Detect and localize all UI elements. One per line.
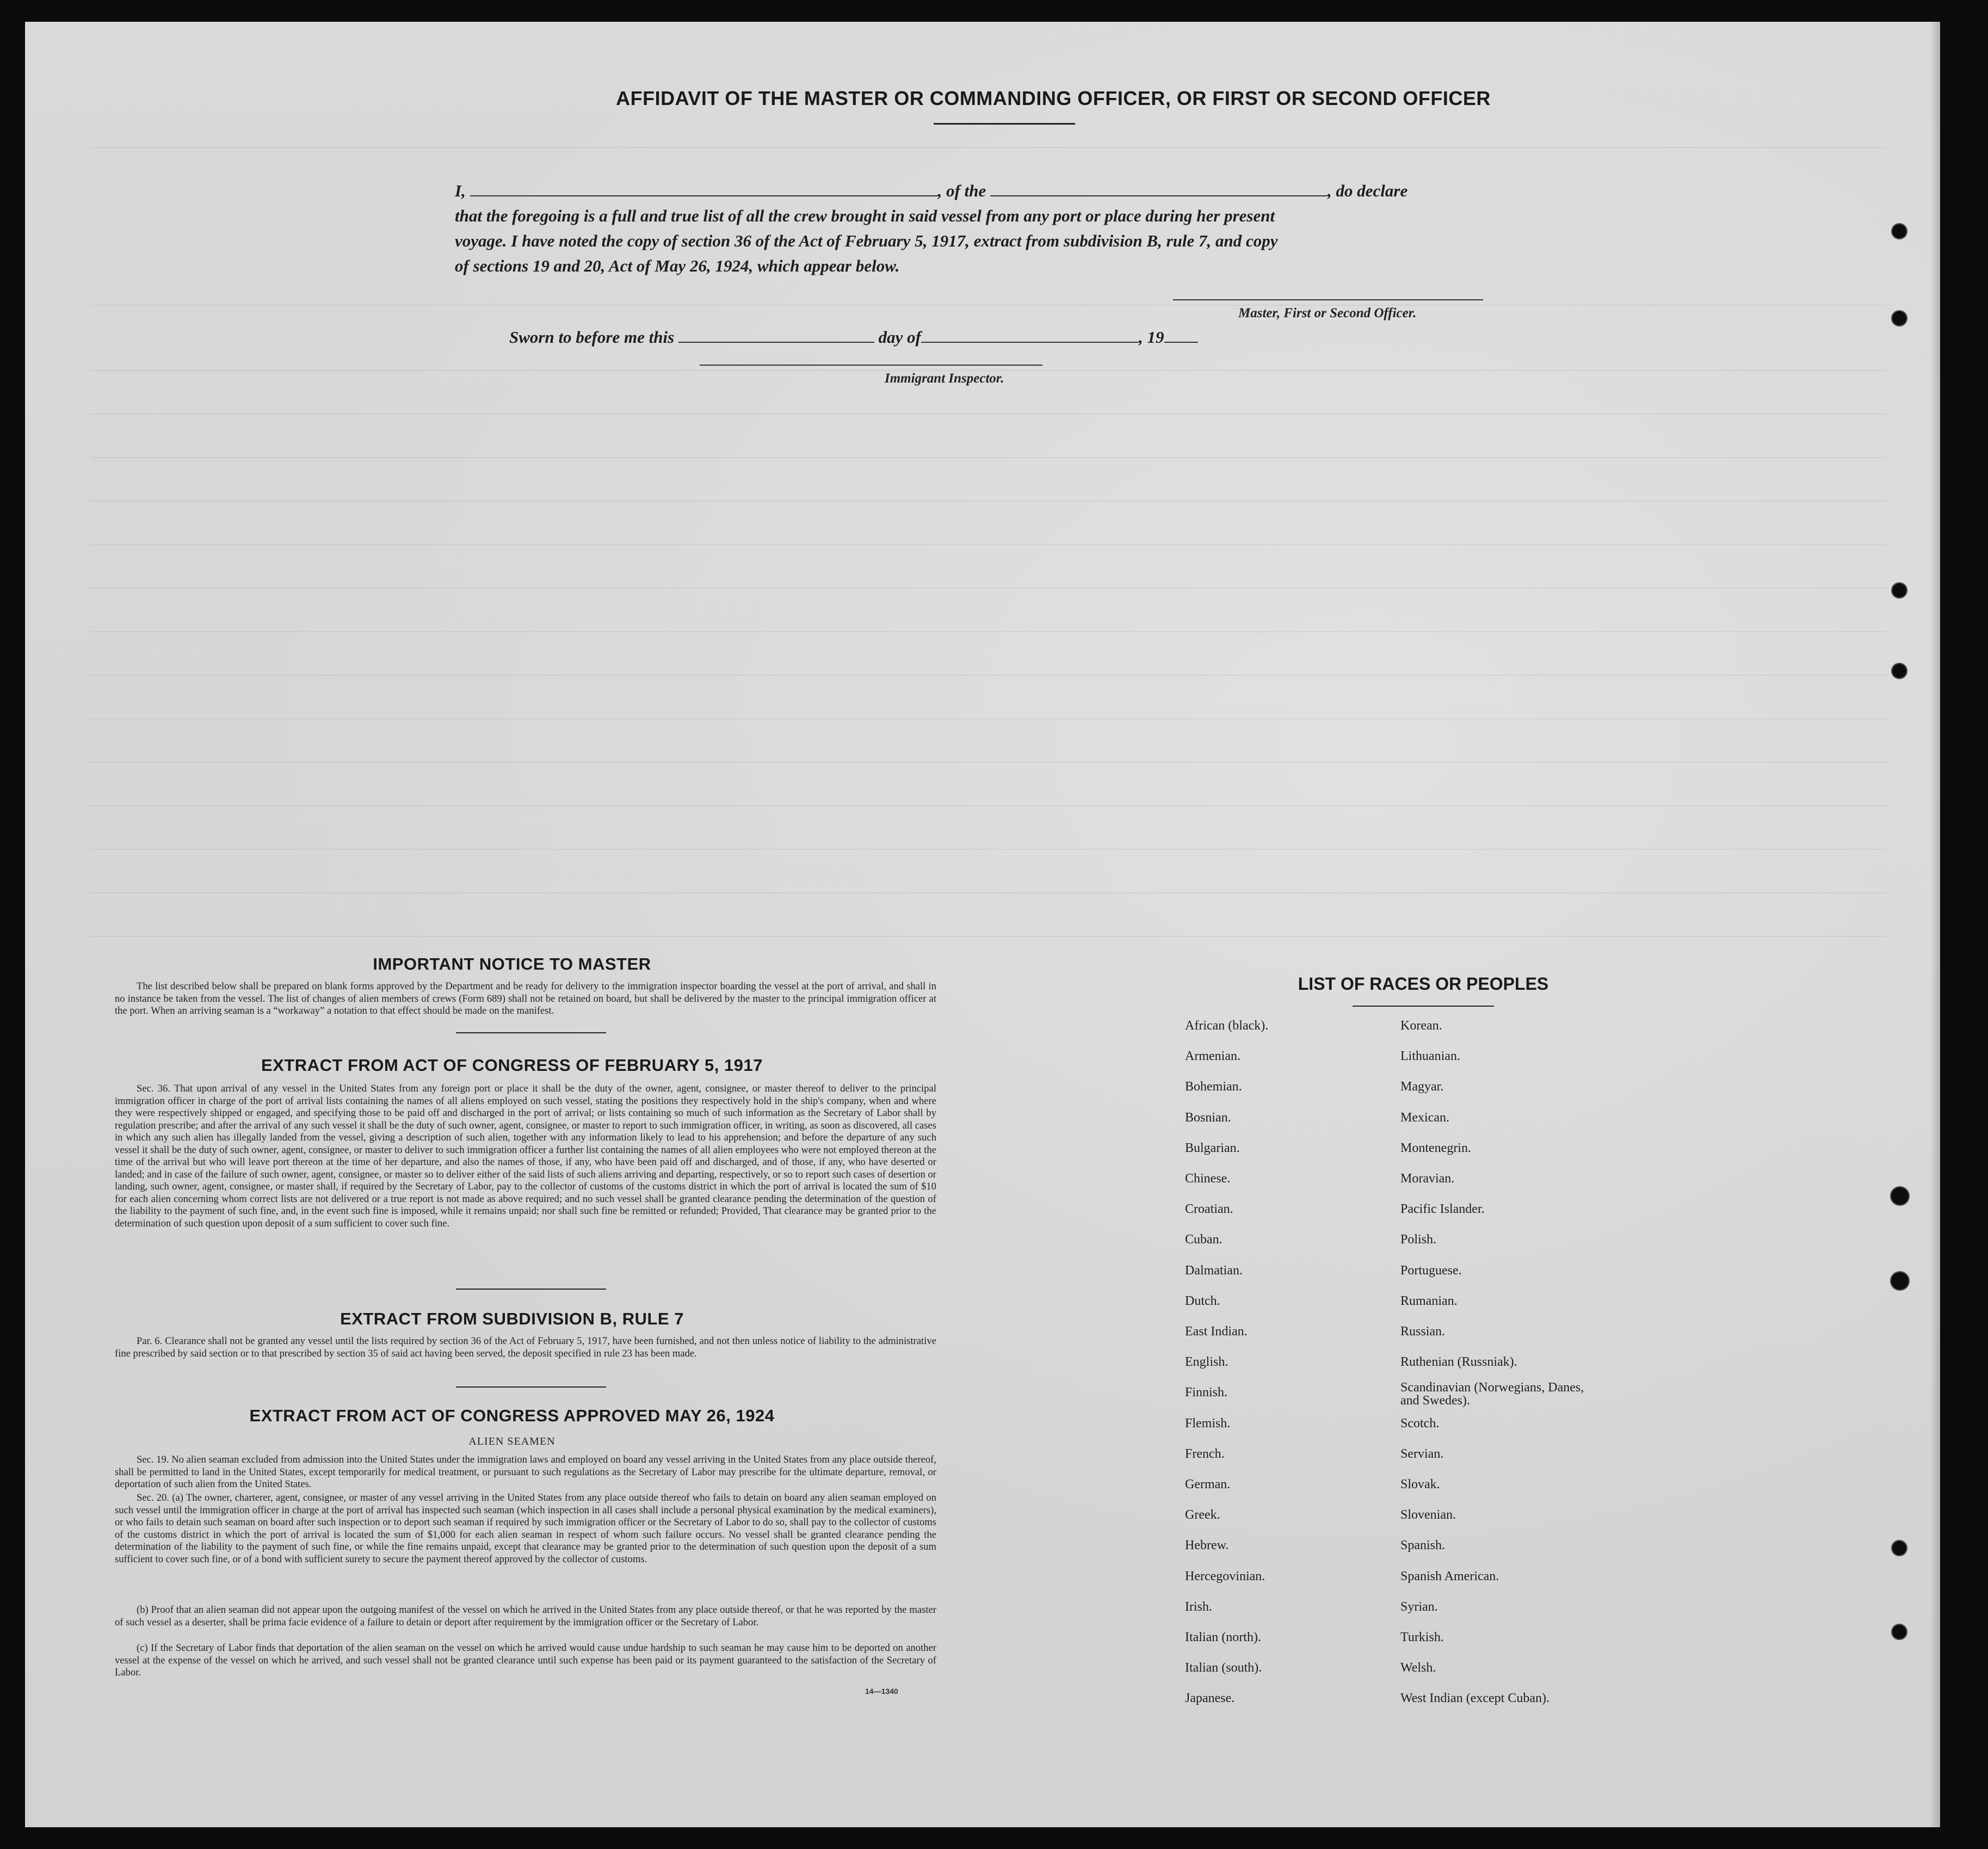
race-item: Cuban. — [1185, 1232, 1223, 1247]
bleed-through-line — [90, 457, 1886, 458]
do-declare-label: , do declare — [1328, 181, 1408, 200]
rule7-text: Par. 6. Clearance shall not be granted any vessel until the lists required by section 36 of the Act of February 5, 1917, have been furnished, and not then unless notice of liability to the administrative fine prescribed by said section or to that prescribed by section 35 of said act having been served, the deposit specified in rule 23 has been made. — [115, 1335, 936, 1359]
bleed-through-line — [90, 631, 1886, 632]
vessel-name-blank[interactable] — [990, 194, 1328, 196]
race-item: Servian. — [1400, 1446, 1444, 1461]
race-item: Bohemian. — [1185, 1080, 1242, 1094]
officer-name-blank[interactable] — [470, 194, 938, 196]
affidavit-declaration — [455, 178, 1565, 279]
sworn-label: Sworn to before me this — [509, 328, 675, 347]
race-item: Spanish. — [1400, 1538, 1446, 1553]
page-edge-shadow — [1930, 22, 1940, 1827]
form-number: 14—1340 — [865, 1687, 898, 1696]
punch-hole — [1890, 1271, 1910, 1291]
race-item: Dalmatian. — [1185, 1263, 1243, 1278]
sworn-day-blank[interactable] — [678, 341, 874, 343]
race-item: Rumanian. — [1400, 1293, 1458, 1308]
race-item: Armenian. — [1185, 1049, 1240, 1064]
punch-hole — [1891, 310, 1907, 326]
race-item: Mexican. — [1400, 1110, 1449, 1125]
extract-1917-title: EXTRACT FROM ACT OF CONGRESS OF FEBRUARY 5, 1917 — [261, 1056, 763, 1075]
race-item: Moravian. — [1400, 1172, 1455, 1186]
bleed-through-line — [90, 892, 1886, 893]
declaration-line-2: that the foregoing is a full and true list of all the crew brought in said vessel from any port or place during her present — [455, 206, 1275, 225]
race-item: Polish. — [1400, 1232, 1437, 1247]
punch-hole — [1891, 1540, 1907, 1556]
bleed-through-line — [90, 718, 1886, 719]
race-item: Ruthenian (Russniak). — [1400, 1355, 1517, 1370]
race-item: Syrian. — [1400, 1599, 1438, 1614]
master-signature-label: Master, First or Second Officer. — [1238, 306, 1417, 321]
bleed-through-line — [90, 762, 1886, 763]
race-item: Croatian. — [1185, 1202, 1233, 1217]
race-item: Korean. — [1400, 1019, 1442, 1033]
document-page — [25, 22, 1940, 1827]
punch-hole — [1891, 582, 1907, 599]
title-underline — [934, 123, 1075, 125]
sec19-text: Sec. 19. No alien seaman excluded from admission into the United States under the immigration laws and employed on board any vessel arriving in the United States from any place outside thereof, shall be permitted to land in the United States, except temporarily for medical treatment, or pursuant to such regulations as the Secretary of Labor may prescribe for the ultimate departure, removal, or deportation of such alien from the United States. — [115, 1454, 936, 1490]
sec20c-text: (c) If the Secretary of Labor finds that deportation of the alien seaman on the vessel on which he arrived would cause undue hardship to such seaman he may cause him to be deported on another vessel at the expense of the vessel on which he arrived, and such vessel shall not be granted clearance until such expense has been paid or its payment guaranteed to the satisfaction of the Secretary of Labor. — [115, 1642, 936, 1678]
races-title-underline — [1353, 1006, 1494, 1007]
race-item: Scandinavian (Norwegians, Danes, and Swedes). — [1400, 1380, 1584, 1408]
sworn-year-blank[interactable] — [1164, 341, 1198, 343]
extract-1917-text: Sec. 36. That upon arrival of any vessel in the United States from any foreign port or place it shall be the duty of the owner, agent, consignee, or master thereof to deliver to the principal immigration officer in charge of the port of arrival lists containing the names of all aliens employed on such vessel, stating the positions they respectively hold in the ship's company, when and where they were respectively shipped or engaged, and specifying those to be paid off and discharged in the port of arrival; or lists containing so much of such information as the Secretary of Labor shall by regulation prescribe; and after the arrival of any such vessel it shall be the duty of such owner, agent, consignee, or master to report to such immigration officer, in writing, as soon as discovered, all cases in which any such alien has illegally landed from the vessel, giving a description of such alien, together with any information likely to lead to his apprehension; and before the departure of any such vessel it shall be the duty of such owner, agent, consignee, or master to deliver to such immigration officer a further list containing the names of all alien employees who were not employed thereon at the time of the arrival but who will leave port thereon at the time of her departure, and also the names of those, if any, who have been paid off and discharged, and of those, if any, who have deserted or landed; and in case of the failure of such owner, agent, consignee, or master so to deliver either of the said lists of such aliens arriving and departing, respectively, or so to report such cases of desertion or landing, such owner, agent, consignee, or master shall, if required by the Secretary of Labor, pay to the collector of customs of the customs district in which the port of arrival is located the sum of $10 for each alien concerning whom correct lists are not delivered or a true report is not made as above required; and no such vessel shall be granted clearance pending the determination of the question of the liability to the payment of such fine, and, in the event such fine is imposed, while it remains unpaid; nor shall such fine be remitted or refunded; Provided, That clearance may be granted prior to the determination of such question upon deposit of a sum sufficient to cover such fine. — [115, 1083, 936, 1229]
day-of-label: day of — [878, 328, 921, 347]
race-item: Portuguese. — [1400, 1263, 1462, 1278]
section-divider — [456, 1032, 606, 1033]
bleed-through-line — [90, 147, 1886, 148]
race-item: Bosnian. — [1185, 1110, 1231, 1125]
race-item: Montenegrin. — [1400, 1141, 1471, 1155]
section-divider — [456, 1289, 606, 1290]
race-item: Lithuanian. — [1400, 1049, 1460, 1064]
race-item: Italian (north). — [1185, 1630, 1261, 1644]
alien-seamen-subtitle: ALIEN SEAMEN — [468, 1435, 555, 1447]
sworn-line — [509, 328, 1198, 347]
race-item: Slovak. — [1400, 1477, 1440, 1491]
race-item: Slovenian. — [1400, 1508, 1456, 1523]
race-item: Magyar. — [1400, 1080, 1444, 1094]
race-item: Spanish American. — [1400, 1569, 1499, 1583]
punch-hole — [1891, 1624, 1907, 1640]
race-item: Japanese. — [1185, 1691, 1235, 1706]
race-item: Russian. — [1400, 1324, 1446, 1339]
punch-hole — [1891, 223, 1907, 239]
bleed-through-line — [90, 414, 1886, 415]
race-item: German. — [1185, 1477, 1231, 1491]
extract-1924-title: EXTRACT FROM ACT OF CONGRESS APPROVED MAY 26, 1924 — [249, 1406, 775, 1425]
race-item: Finnish. — [1185, 1385, 1228, 1400]
race-item: East Indian. — [1185, 1324, 1248, 1339]
races-title: LIST OF RACES OR PEOPLES — [1298, 974, 1549, 994]
master-signature-blank[interactable] — [1173, 298, 1483, 300]
race-item: Bulgarian. — [1185, 1141, 1240, 1155]
race-item: Hebrew. — [1185, 1538, 1229, 1553]
race-item: Scotch. — [1400, 1416, 1440, 1431]
race-item: Greek. — [1185, 1508, 1220, 1523]
race-item: Hercegovinian. — [1185, 1569, 1265, 1583]
notice-title: IMPORTANT NOTICE TO MASTER — [373, 954, 651, 973]
race-item: West Indian (except Cuban). — [1400, 1691, 1549, 1706]
sec20a-text: Sec. 20. (a) The owner, charterer, agent, consignee, or master of any vessel arriving in the United States from any place outside thereof who fails to detain on board any alien seaman employed on such vessel until the immigration officer in charge at the port of arrival has inspected such seaman (which inspection in all cases shall include a personal physical examination by the medical examiners), or who fails to detain such seaman on board after such inspection or to deport such seaman if required by such immigration officer or the Secretary of Labor to do so, shall pay to the collector of customs of the customs district in which the port of arrival is located the sum of $1,000 for each alien seaman in respect of whom such failure occurs. No vessel shall be granted clearance pending the determination of the liability to the payment of such fine, or while the fine remains unpaid, except that clearance may be granted prior to the determination of such question upon the deposit of a sum sufficient to cover such fine, or of a bond with sufficient surety to secure the payment thereof approved by the collector of customs. — [115, 1492, 936, 1565]
race-item: Flemish. — [1185, 1416, 1231, 1431]
race-item: Irish. — [1185, 1599, 1212, 1614]
race-item: French. — [1185, 1446, 1225, 1461]
race-item: Italian (south). — [1185, 1661, 1262, 1675]
race-item: Dutch. — [1185, 1293, 1220, 1308]
inspector-signature-label: Immigrant Inspector. — [885, 371, 1004, 386]
race-item: Chinese. — [1185, 1172, 1231, 1186]
notice-text: The list described below shall be prepared on blank forms approved by the Department and be ready for delivery to the immigration inspector boarding the vessel at the port of arrival, and shall in no instance be taken from the vessel. The list of changes of alien members of crews (Form 689) shall not be retained on board, but shall be delivered by the master to the principal immigration officer at the port. When an arriving seaman is a “workaway” a notation to that effect should be made on the manifest. — [115, 981, 936, 1016]
of-the-label: , of the — [937, 181, 986, 200]
bleed-through-line — [90, 544, 1886, 545]
section-divider — [456, 1386, 606, 1388]
punch-hole — [1891, 663, 1907, 679]
bleed-through-line — [90, 849, 1886, 850]
race-item: Welsh. — [1400, 1661, 1436, 1675]
year-label: , 19 — [1139, 328, 1164, 347]
bleed-through-line — [90, 805, 1886, 806]
race-item: Pacific Islander. — [1400, 1202, 1485, 1217]
race-item: Turkish. — [1400, 1630, 1444, 1644]
punch-hole — [1890, 1186, 1910, 1206]
race-item: African (black). — [1185, 1019, 1269, 1033]
declaration-line-3: voyage. I have noted the copy of section 36 of the Act of February 5, 1917, extract from subdivision B, rule 7, and copy — [455, 231, 1278, 250]
affidavit-i-label: I, — [455, 181, 466, 200]
rule7-title: EXTRACT FROM SUBDIVISION B, RULE 7 — [340, 1309, 684, 1328]
bleed-through-line — [90, 936, 1886, 937]
declaration-line-4: of sections 19 and 20, Act of May 26, 1924, which appear below. — [455, 256, 900, 275]
bleed-through-line — [90, 588, 1886, 589]
inspector-signature-blank[interactable] — [700, 363, 1042, 366]
race-item: English. — [1185, 1355, 1228, 1370]
bleed-through-line — [90, 501, 1886, 502]
bleed-through-line — [90, 305, 1886, 306]
affidavit-title: AFFIDAVIT OF THE MASTER OR COMMANDING OFFICER, OR FIRST OR SECOND OFFICER — [616, 87, 1491, 109]
bleed-through-line — [90, 675, 1886, 676]
sworn-month-blank[interactable] — [921, 341, 1139, 343]
sec20b-text: (b) Proof that an alien seaman did not appear upon the outgoing manifest of the vessel on which he arrived in the United States from any place outside thereof, or that he was reported by the master of such vessel as a deserter, shall be prima facie evidence of a failure to detain or deport after requirement by the immigration officer or the Secretary of Labor. — [115, 1604, 936, 1628]
